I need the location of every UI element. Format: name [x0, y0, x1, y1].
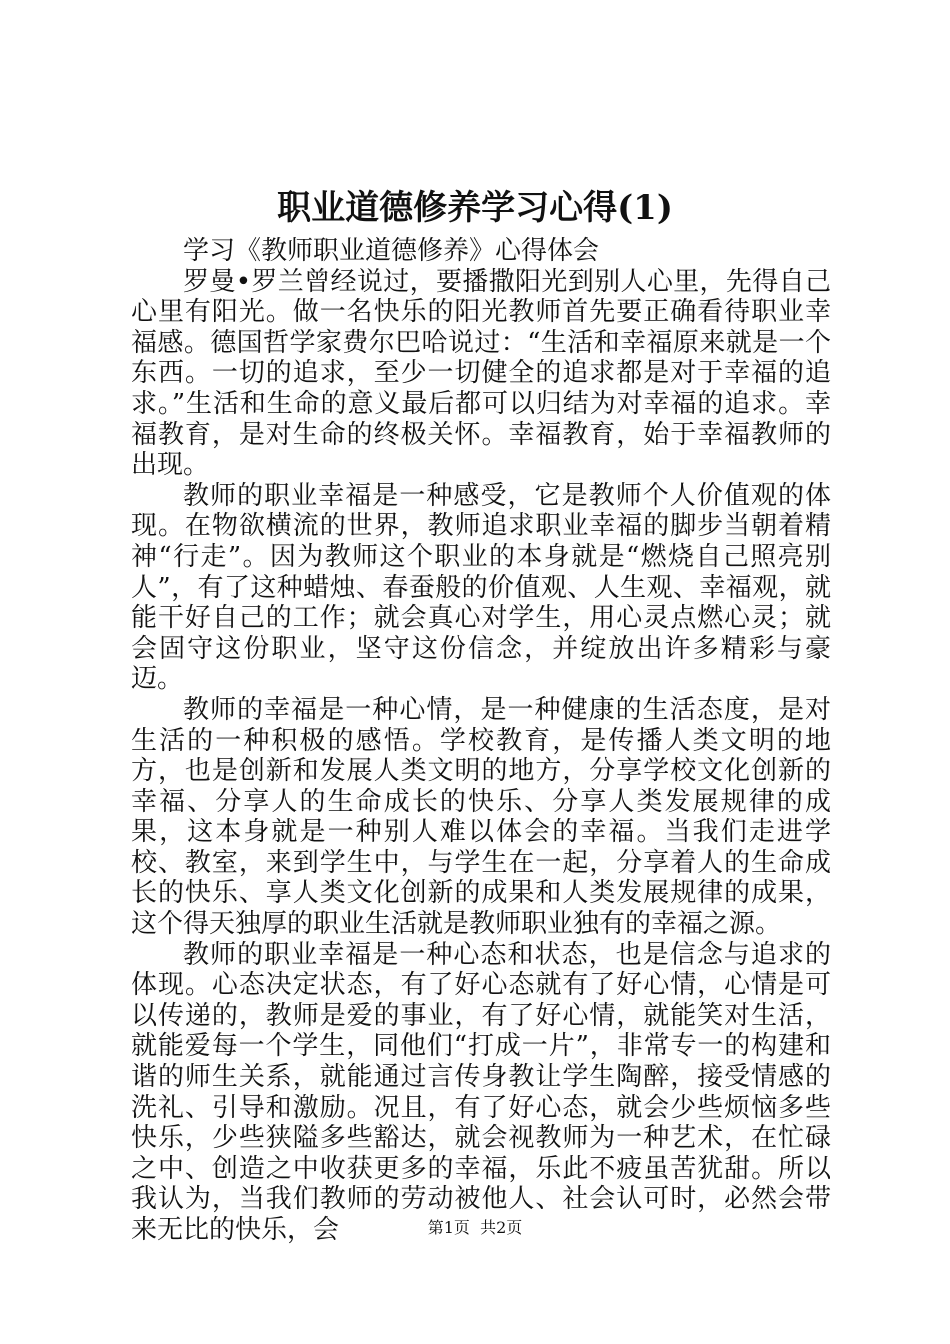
paragraph-4: 教师的职业幸福是一种心态和状态，也是信念与追求的体现。心态决定状态，有了好心态就有了好心情，心情是可以传递的，教师是爱的事业，有了好心情，就能笑对生活，就能爱每一个学生，同他们“打成一片”，非常专一的构建和谐的师生关系，就能通过言传身教让学生陶醉，接受情感的洗礼、引导和激励。况且，有了好心态，就会少些烦恼多些快乐，少些狭隘多些豁达，就会视教师为一种艺术，在忙碌之中、创造之中收获更多的幸福，乐此不疲虽苦犹甜。所以我认为，当我们教师的劳动被他人、社会认可时，必然会带来无比的快乐，会 — [131, 939, 831, 1245]
page-number: 第1页 共2页 — [427, 1218, 523, 1237]
paragraph-3: 教师的幸福是一种心情，是一种健康的生活态度，是对生活的一种积极的感悟。学校教育，是传播人类文明的地方，也是创新和发展人类文明的地方，分享学校文化创新的幸福、分享人的生命成长的快乐、分享人类发展规律的成果，这本身就是一种别人难以体会的幸福。当我们走进学校、教室，来到学生中，与学生在一起，分享着人的生命成长的快乐、享人类文化创新的成果和人类发展规律的成果，这个得天独厚的职业生活就是教师职业独有的幸福之源。 — [131, 694, 831, 940]
paragraph-2: 教师的职业幸福是一种感受，它是教师个人价值观的体现。在物欲横流的世界，教师追求职业幸福的脚步当朝着精神“行走”。因为教师这个职业的本身就是“燃烧自己照亮别人”，有了这种蜡烛、春蚕般的价值观、人生观、幸福观，就能干好自己的工作；就会真心对学生，用心灵点燃心灵；就会固守这份职业，坚守这份信念，并绽放出许多精彩与豪迈。 — [131, 480, 831, 695]
document-title: 职业道德修养学习心得(1) — [277, 188, 673, 228]
document-body — [131, 236, 831, 1246]
document-subtitle: 学习《教师职业道德修养》心得体会 — [183, 236, 600, 266]
paragraph-1: 罗曼•罗兰曾经说过，要播撒阳光到别人心里，先得自己心里有阳光。做一名快乐的阳光教师首先要正确看待职业幸福感。德国哲学家费尔巴哈说过：“生活和幸福原来就是一个东西。一切的追求，至少一切健全的追求都是对于幸福的追求。”生活和生命的意义最后都可以归结为对幸福的追求。幸福教育，是对生命的终极关怀。幸福教育，始于幸福教师的出现。 — [131, 266, 831, 481]
page-footer — [0, 1218, 950, 1238]
